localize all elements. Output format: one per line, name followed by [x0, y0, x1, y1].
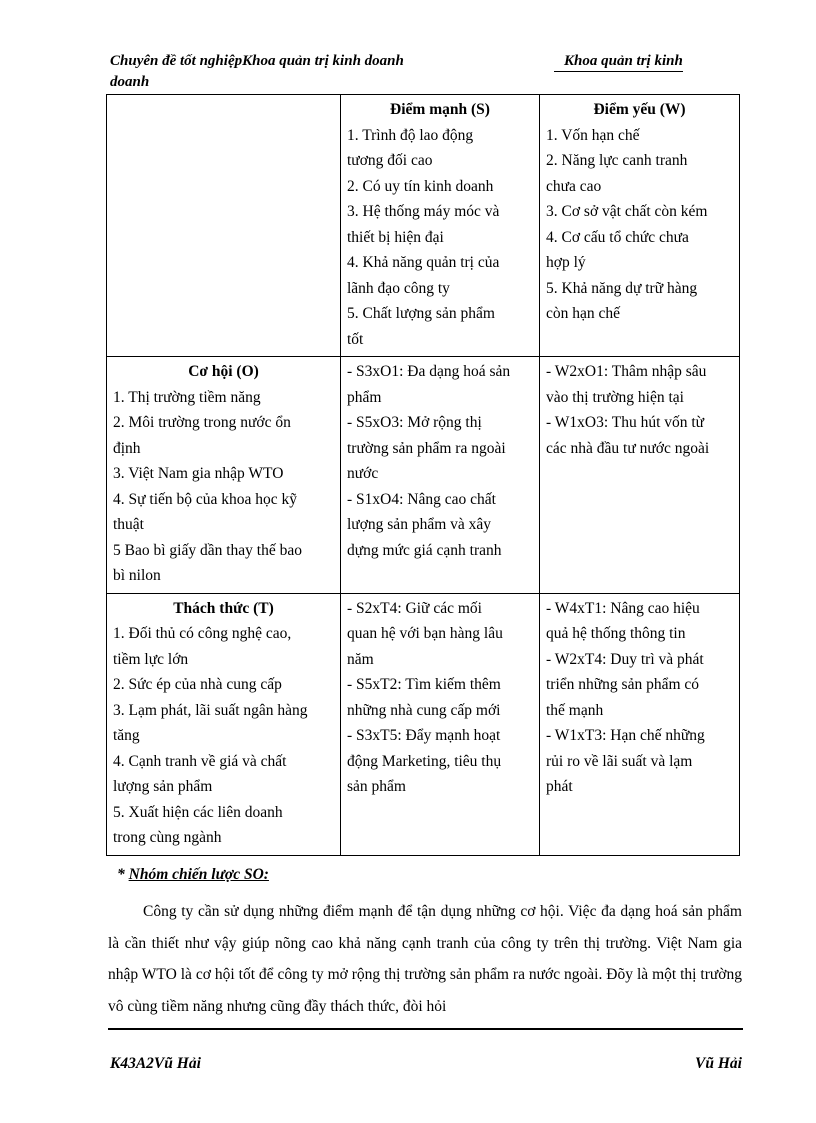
- footer-right-text: Vũ Hải: [695, 1055, 742, 1072]
- wt-line: thế mạnh: [546, 701, 604, 719]
- st-line: - S2xT4: Giữ các mối: [347, 599, 482, 617]
- wo-line: các nhà đầu tư nước ngoài: [546, 439, 710, 457]
- section-title-text: Nhóm chiến lược SO:: [128, 866, 269, 883]
- threats-cell: [107, 593, 341, 855]
- opportunities-title: Cơ hội (O): [188, 363, 259, 380]
- weaknesses-title: Điểm yếu (W): [593, 101, 686, 118]
- st-strategy-cell: [341, 593, 540, 855]
- opportunities-line: định: [113, 439, 141, 457]
- strengths-line: 2. Có uy tín kinh doanh: [347, 177, 494, 195]
- weaknesses-line: 4. Cơ cấu tổ chức chưa: [546, 228, 689, 246]
- header-left-text: Chuyên đề tốt nghiệpKhoa quản trị kinh doanh: [110, 53, 404, 69]
- weaknesses-line: 2. Năng lực canh tranh: [546, 152, 688, 169]
- so-strategy-cell: [341, 357, 540, 594]
- weaknesses-line: còn hạn chế: [546, 305, 621, 322]
- weaknesses-cell: [540, 95, 740, 357]
- threats-line: tiềm lực lớn: [113, 650, 189, 668]
- wt-line: triển những sản phẩm có: [546, 676, 700, 693]
- so-line: dựng mức giá cạnh tranh: [347, 541, 502, 559]
- threats-line: 2. Sức ép của nhà cung cấp: [113, 676, 282, 693]
- threats-title: Thách thức (T): [173, 599, 274, 617]
- wt-line: rủi ro về lãi suất và lạm: [546, 752, 693, 770]
- header-continuation: doanh: [110, 74, 150, 90]
- wt-line: - W1xT3: Hạn chế những: [546, 727, 705, 744]
- strengths-line: 4. Khả năng quản trị của: [347, 254, 500, 271]
- opportunities-line: 1. Thị trường tiềm năng: [113, 388, 261, 406]
- so-line: lượng sản phẩm và xây: [347, 516, 492, 533]
- threats-line: 4. Cạnh tranh về giá và chất: [113, 752, 287, 770]
- opportunities-line: 4. Sự tiến bộ của khoa học kỹ: [113, 490, 298, 508]
- wo-line: - W1xO3: Thu hút vốn từ: [546, 414, 705, 431]
- empty-corner-cell: [107, 95, 341, 357]
- table-row-header: [107, 95, 740, 357]
- wt-line: - W2xT4: Duy trì và phát: [546, 650, 704, 668]
- wo-line: vào thị trường hiện tại: [546, 388, 684, 406]
- wt-line: phát: [546, 778, 573, 795]
- header-right-text: Khoa quản trị kinh: [554, 51, 683, 72]
- opportunities-line: 5 Bao bì giấy dần thay thế bao: [113, 541, 302, 559]
- body-paragraph: Công ty cần sử dụng những điểm mạnh để tận dụng những cơ hội. Việc đa dạng hoá sản phẩm là cần thiết như vậy giúp nõng cao khả năng cạnh tranh của công ty trên thị trường. Việt Nam gia nhập WTO là cơ hội tốt để công ty mở rộng thị trường sản phẩm ra nước ngoài. Đõy là một thị trường vô cùng tiềm năng nhưng cũng đầy thách thức, đòi hỏi: [108, 903, 742, 1015]
- table-row-opportunities: [107, 357, 740, 594]
- opportunities-line: 3. Việt Nam gia nhập WTO: [113, 465, 284, 482]
- page-header: [110, 51, 710, 91]
- so-line: - S1xO4: Nâng cao chất: [347, 490, 496, 508]
- opportunities-line: thuật: [113, 516, 144, 533]
- st-line: sản phẩm: [347, 778, 406, 795]
- st-line: những nhà cung cấp mới: [347, 701, 501, 719]
- footer-divider: [108, 1028, 743, 1030]
- st-line: năm: [347, 650, 374, 668]
- section-heading: [117, 866, 269, 884]
- weaknesses-line: 3. Cơ sở vật chất còn kém: [546, 203, 708, 220]
- opportunities-line: 2. Môi trường trong nước ổn: [113, 414, 291, 431]
- weaknesses-line: hợp lý: [546, 254, 586, 271]
- threats-line: 5. Xuất hiện các liên doanh: [113, 803, 283, 821]
- table-row-threats: [107, 593, 740, 855]
- threats-line: 3. Lạm phát, lãi suất ngân hàng: [113, 701, 308, 719]
- opportunities-cell: [107, 357, 341, 594]
- so-line: - S3xO1: Đa dạng hoá sản: [347, 363, 511, 380]
- st-line: - S5xT2: Tìm kiếm thêm: [347, 676, 501, 693]
- so-line: nước: [347, 465, 379, 482]
- weaknesses-line: 1. Vốn hạn chế: [546, 126, 640, 144]
- strengths-line: lãnh đạo công ty: [347, 279, 450, 297]
- strengths-line: 1. Trình độ lao động: [347, 126, 474, 144]
- so-line: - S5xO3: Mở rộng thị: [347, 414, 482, 431]
- wt-line: - W4xT1: Nâng cao hiệu: [546, 599, 700, 617]
- threats-line: 1. Đối thủ có công nghệ cao,: [113, 625, 292, 642]
- weaknesses-line: chưa cao: [546, 177, 602, 195]
- so-line: trường sản phẩm ra ngoài: [347, 439, 506, 457]
- section-prefix: *: [117, 866, 129, 883]
- st-line: động Marketing, tiêu thụ: [347, 752, 502, 770]
- st-line: quan hệ với bạn hàng lâu: [347, 625, 503, 642]
- swot-matrix: [106, 94, 740, 856]
- st-line: - S3xT5: Đẩy mạnh hoạt: [347, 727, 501, 744]
- threats-line: trong cùng ngành: [113, 829, 222, 846]
- weaknesses-line: 5. Khả năng dự trữ hàng: [546, 279, 698, 297]
- wo-line: - W2xO1: Thâm nhập sâu: [546, 363, 707, 380]
- strengths-title: Điểm mạnh (S): [390, 101, 490, 118]
- wo-strategy-cell: [540, 357, 740, 594]
- wt-line: quả hệ thống thông tin: [546, 625, 686, 642]
- strengths-line: tương đối cao: [347, 152, 433, 169]
- strengths-line: 3. Hệ thống máy móc và: [347, 203, 500, 220]
- wt-strategy-cell: [540, 593, 740, 855]
- strengths-cell: [341, 95, 540, 357]
- footer-left-text: K43A2Vũ Hải: [110, 1055, 201, 1072]
- so-line: phẩm: [347, 388, 382, 406]
- strengths-line: tốt: [347, 330, 364, 348]
- threats-line: lượng sản phẩm: [113, 778, 213, 795]
- threats-line: tăng: [113, 727, 140, 744]
- strengths-line: 5. Chất lượng sản phẩm: [347, 305, 495, 322]
- opportunities-line: bì nilon: [113, 567, 161, 584]
- strengths-line: thiết bị hiện đại: [347, 228, 444, 246]
